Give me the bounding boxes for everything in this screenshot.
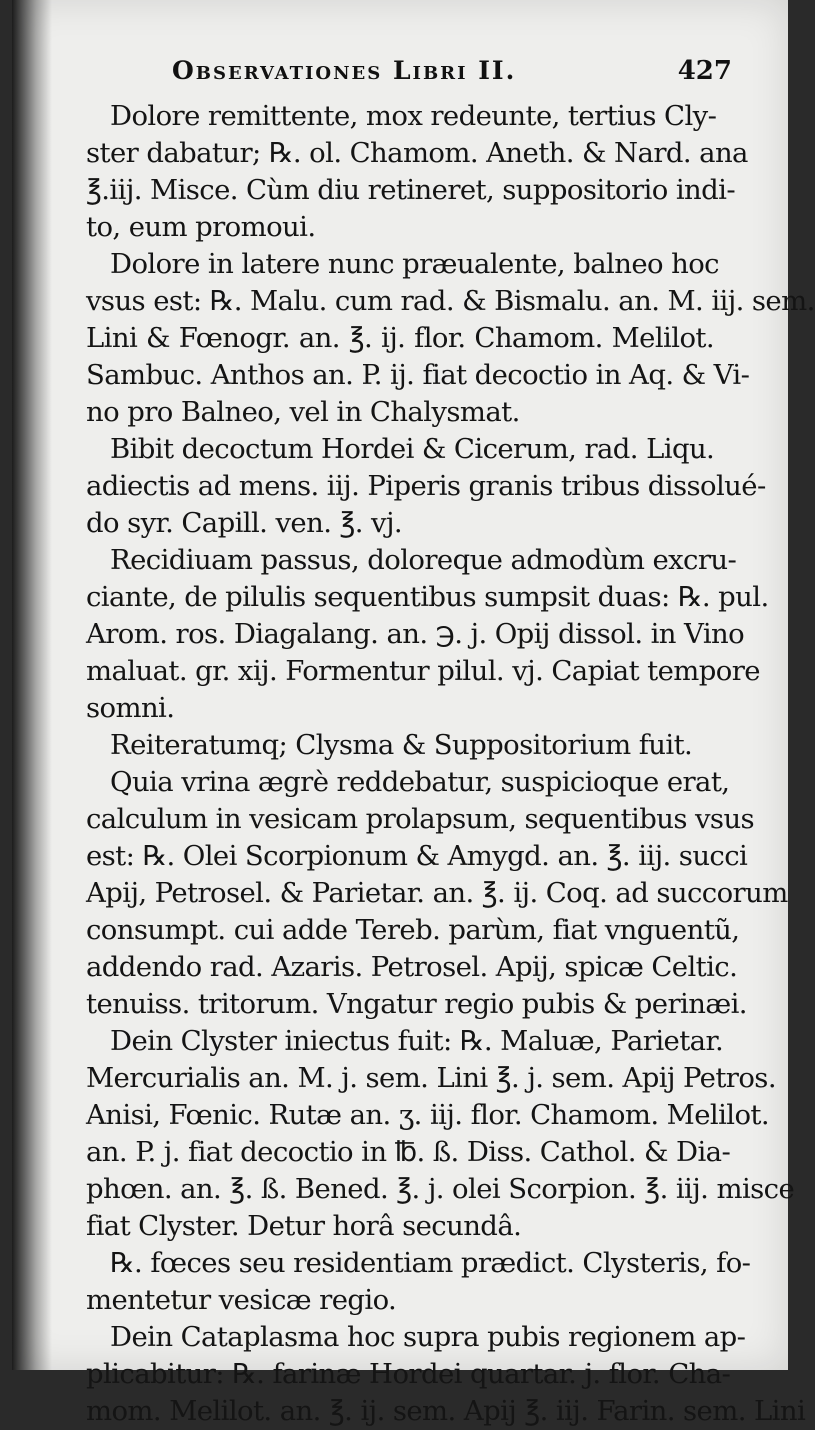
page-header — [172, 50, 732, 98]
text-line: ciante, de pilulis sequentibus sumpsit duas: ℞. pul. — [86, 581, 769, 613]
text-line: no pro Balneo, vel in Chalysmat. — [86, 396, 520, 428]
text-line: Dolore in latere nunc præualente, balneo hoc — [110, 248, 719, 280]
page-number: 427 — [677, 56, 732, 86]
text-line: fiat Clyster. Detur horâ secundâ. — [86, 1210, 522, 1242]
text-line: phœn. an. ℥. ß. Bened. ℥. j. olei Scorpion. ℥. iij. misce — [86, 1173, 795, 1205]
text-line: to, eum promoui. — [86, 211, 316, 243]
text-line: Arom. ros. Diagalang. an. ℈. j. Opij dissol. in Vino — [86, 618, 745, 650]
text-line: somni. — [86, 692, 175, 724]
text-line: maluat. gr. xij. Formentur pilul. vj. Capiat tempore — [86, 655, 760, 687]
text-line: Bibit decoctum Hordei & Cicerum, rad. Liqu. — [110, 433, 715, 465]
text-line: addendo rad. Azaris. Petrosel. Apij, spicæ Celtic. — [86, 951, 738, 983]
text-line: calculum in vesicam prolapsum, sequentibus vsus — [86, 803, 755, 835]
running-title: Observationes Libri II. — [172, 56, 517, 85]
text-line: an. P. j. fiat decoctio in ℔. ß. Diss. Cathol. & Dia- — [86, 1136, 731, 1168]
text-line: do syr. Capill. ven. ℥. vj. — [86, 507, 403, 539]
text-line: Recidiuam passus, doloreque admodùm excru- — [110, 544, 737, 576]
text-line: Dolore remittente, mox redeunte, tertius Cly- — [110, 100, 717, 132]
text-line: consumpt. cui adde Tereb. parùm, fiat vnguentũ, — [86, 914, 740, 946]
text-line: plicabitur: ℞. farinæ Hordei quartar. j. flor. Cha- — [86, 1358, 731, 1390]
text-line: Anisi, Fœnic. Rutæ an. ʒ. iij. flor. Chamom. Melilot. — [86, 1099, 770, 1131]
text-line: tenuiss. tritorum. Vngatur regio pubis & perinæi. — [86, 988, 747, 1020]
text-line: Sambuc. Anthos an. P. ij. fiat decoctio in Aq. & Vi- — [86, 359, 750, 391]
body-text — [86, 98, 815, 1430]
text-line: Dein Cataplasma hoc supra pubis regionem ap- — [110, 1321, 746, 1353]
text-line: adiectis ad mens. iij. Piperis granis tribus dissolué- — [86, 470, 766, 502]
text-line: Lini & Fœnogr. an. ℥. ij. flor. Chamom. Melilot. — [86, 322, 714, 354]
text-line: est: ℞. Olei Scorpionum & Amygd. an. ℥. iij. succi — [86, 840, 748, 872]
text-line: Quia vrina ægrè reddebatur, suspicioque erat, — [110, 766, 730, 798]
text-line: Dein Clyster iniectus fuit: ℞. Maluæ, Parietar. — [110, 1025, 724, 1057]
text-line: Mercurialis an. M. j. sem. Lini ℥. j. sem. Apij Petros. — [86, 1062, 776, 1094]
book-page — [12, 0, 815, 1427]
text-line: mom. Melilot. an. ℥. ij. sem. Apij ℥. iij. Farin. sem. Lini — [86, 1395, 806, 1427]
binding-shadow — [12, 0, 52, 1370]
text-line: Reiteratumq; Clysma & Suppositorium fuit. — [110, 729, 693, 761]
text-line: Apij, Petrosel. & Parietar. an. ℥. ij. Coq. ad succorum — [86, 877, 788, 909]
text-line: ℥.iij. Misce. Cùm diu retineret, suppositorio indi- — [86, 174, 736, 206]
text-line: vsus est: ℞. Malu. cum rad. & Bismalu. an. M. iij. sem. — [86, 285, 815, 317]
text-line: ℞. fœces seu residentiam prædict. Clysteris, fo- — [110, 1247, 751, 1279]
text-line: ster dabatur; ℞. ol. Chamom. Aneth. & Nard. ana — [86, 137, 748, 169]
text-line: mentetur vesicæ regio. — [86, 1284, 397, 1316]
